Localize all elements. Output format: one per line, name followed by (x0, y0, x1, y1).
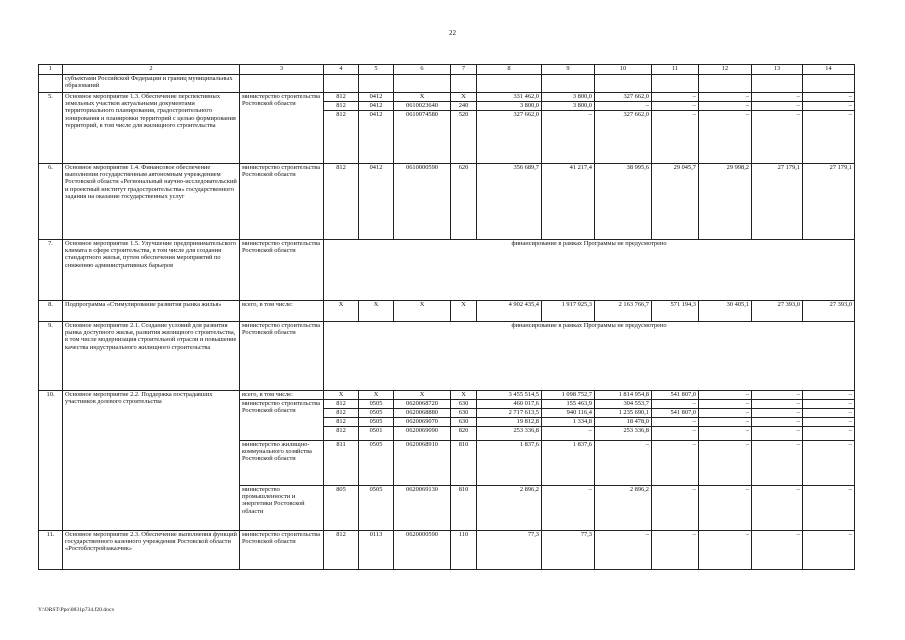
value-cell: 541 807,0 (652, 409, 699, 418)
value-cell: – (542, 427, 595, 441)
value-cell: – (752, 441, 803, 486)
value-cell: 0620000590 (394, 531, 451, 570)
value-cell: 811 (324, 441, 359, 486)
value-cell: 812 (324, 102, 359, 111)
value-cell: 327 662,0 (595, 93, 652, 102)
financing-note: финансирование в рамках Программы не предусмотрено (324, 322, 855, 391)
value-cell: 2 163 766,7 (595, 301, 652, 322)
measure-name: Основное мероприятие 1.4. Финансовое обеспечение выполнения государственным автономным учреждением Ростовской области «Региональный научно-исследовательский и проектный институт градостроительства» государственного задания на оказание государственных услуг (63, 164, 240, 240)
column-number-header: 10 (595, 65, 652, 75)
value-cell: 0620069070 (394, 418, 451, 427)
value-cell: – (652, 93, 699, 102)
value-cell: 77,3 (477, 531, 542, 570)
row-number: 6. (39, 164, 63, 240)
value-cell: 1 837,6 (477, 441, 542, 486)
value-cell: 77,3 (542, 531, 595, 570)
value-cell: 0505 (359, 418, 394, 427)
value-cell: – (752, 418, 803, 427)
value-cell: – (542, 486, 595, 531)
value-cell: 1 334,8 (542, 418, 595, 427)
value-cell: Х (324, 301, 359, 322)
value-cell: 940 116,4 (542, 409, 595, 418)
value-cell: 3 455 514,5 (477, 391, 542, 400)
value-cell: 812 (324, 164, 359, 240)
executor: всего, в том числе: (240, 391, 324, 400)
value-cell: – (752, 486, 803, 531)
table-cell (803, 75, 855, 93)
value-cell: 812 (324, 427, 359, 441)
value-cell: – (803, 418, 855, 427)
value-cell: – (803, 93, 855, 102)
value-cell: – (595, 531, 652, 570)
value-cell: 4 902 435,4 (477, 301, 542, 322)
value-cell: 460 017,6 (477, 400, 542, 409)
value-cell: – (803, 111, 855, 164)
value-cell: 805 (324, 486, 359, 531)
value-cell: 0610074580 (394, 111, 451, 164)
value-cell: Х (394, 93, 451, 102)
executor: министерство жилищно-коммунального хозяйства Ростовской области (240, 441, 324, 486)
executor: министерство строительства Ростовской области (240, 400, 324, 441)
value-cell: – (752, 400, 803, 409)
executor: министерство строительства Ростовской области (240, 164, 324, 240)
column-number-header: 13 (752, 65, 803, 75)
table-row (39, 75, 855, 93)
value-cell: – (803, 400, 855, 409)
table-cell (477, 75, 542, 93)
column-number-header: 11 (652, 65, 699, 75)
value-cell: 0505 (359, 486, 394, 531)
value-cell: 3 800,0 (477, 102, 542, 111)
value-cell: – (803, 391, 855, 400)
file-path-footer: Y:\ORST\Ppo\0831p734.f20.docx (38, 607, 115, 613)
value-cell: 0501 (359, 427, 394, 441)
row-number (39, 75, 63, 93)
value-cell: – (803, 102, 855, 111)
row-number: 10. (39, 391, 63, 531)
value-cell: 331 462,0 (477, 93, 542, 102)
value-cell: – (652, 102, 699, 111)
table-row (39, 391, 855, 400)
value-cell: 630 (451, 418, 477, 427)
value-cell: 0505 (359, 409, 394, 418)
value-cell: 29 998,2 (699, 164, 752, 240)
table-cell (542, 75, 595, 93)
value-cell: – (803, 427, 855, 441)
value-cell: – (652, 111, 699, 164)
row-number: 5. (39, 93, 63, 164)
value-cell: 812 (324, 418, 359, 427)
value-cell: – (652, 400, 699, 409)
value-cell: – (652, 427, 699, 441)
value-cell: – (652, 531, 699, 570)
value-cell: – (699, 418, 752, 427)
table-cell (240, 75, 324, 93)
value-cell: 18 478,0 (595, 418, 652, 427)
value-cell: Х (394, 391, 451, 400)
column-number-header: 5 (359, 65, 394, 75)
table-cell (394, 75, 451, 93)
value-cell: 810 (451, 486, 477, 531)
value-cell: 19 812,8 (477, 418, 542, 427)
value-cell: 110 (451, 531, 477, 570)
value-cell: – (699, 391, 752, 400)
value-cell: 27 179,1 (803, 164, 855, 240)
value-cell: 0620069130 (394, 486, 451, 531)
table-cell (752, 75, 803, 93)
column-number-header: 4 (324, 65, 359, 75)
value-cell: 30 405,1 (699, 301, 752, 322)
value-cell: 0412 (359, 93, 394, 102)
header-row (39, 65, 855, 75)
executor: министерство строительства Ростовской области (240, 240, 324, 301)
column-number-header: 7 (451, 65, 477, 75)
table-cell (699, 75, 752, 93)
value-cell: 240 (451, 102, 477, 111)
column-number-header: 3 (240, 65, 324, 75)
value-cell: 253 336,8 (595, 427, 652, 441)
value-cell: 2 896,2 (477, 486, 542, 531)
value-cell: – (752, 391, 803, 400)
value-cell: 1 837,6 (542, 441, 595, 486)
value-cell: – (699, 427, 752, 441)
value-cell: 630 (451, 400, 477, 409)
value-cell: – (699, 111, 752, 164)
financing-note: финансирование в рамках Программы не предусмотрено (324, 240, 855, 301)
value-cell: 520 (451, 111, 477, 164)
value-cell: – (699, 409, 752, 418)
value-cell: 27 393,0 (752, 301, 803, 322)
table-cell (652, 75, 699, 93)
value-cell: 0620068910 (394, 441, 451, 486)
table-cell (451, 75, 477, 93)
measure-name: Основное мероприятие 2.1. Создание условий для развития рынка доступного жилья, развития жилищного строительства, в том числе модернизация строительной отрасли и повышение качества индустриального жилищного строительства (63, 322, 240, 391)
value-cell: 1 917 925,3 (542, 301, 595, 322)
value-cell: 0412 (359, 164, 394, 240)
value-cell: – (652, 441, 699, 486)
value-cell: 0610000590 (394, 164, 451, 240)
value-cell: – (699, 102, 752, 111)
measure-name: Основное мероприятие 2.2. Поддержка пострадавших участников долевого строительства (63, 391, 240, 531)
value-cell: 1 098 752,7 (542, 391, 595, 400)
measure-name: Основное мероприятие 2.3. Обеспечение выполнения функций государственного казенного учреждения Ростовской области «Ростоблстройзаказчик» (63, 531, 240, 570)
value-cell: – (803, 409, 855, 418)
column-number-header: 12 (699, 65, 752, 75)
column-number-header: 8 (477, 65, 542, 75)
value-cell: Х (324, 391, 359, 400)
value-cell: – (752, 93, 803, 102)
table-row (39, 322, 855, 391)
value-cell: – (699, 93, 752, 102)
executor: министерство промышленности и энергетики Ростовской области (240, 486, 324, 531)
value-cell: – (803, 486, 855, 531)
value-cell: 812 (324, 111, 359, 164)
value-cell: 27 393,0 (803, 301, 855, 322)
value-cell: 253 336,8 (477, 427, 542, 441)
table-row (39, 164, 855, 240)
value-cell: 3 800,0 (542, 102, 595, 111)
table-row (39, 93, 855, 102)
value-cell: 0620068880 (394, 409, 451, 418)
measure-name: субъектами Российской Федерации и границ муниципальных образований (63, 75, 240, 93)
value-cell: 812 (324, 93, 359, 102)
value-cell: 541 807,0 (652, 391, 699, 400)
table-cell (359, 75, 394, 93)
row-number: 7. (39, 240, 63, 301)
value-cell: – (595, 441, 652, 486)
value-cell: 0412 (359, 111, 394, 164)
value-cell: 0620069090 (394, 427, 451, 441)
value-cell: 812 (324, 409, 359, 418)
value-cell: – (652, 486, 699, 531)
value-cell: Х (359, 301, 394, 322)
value-cell: – (803, 441, 855, 486)
value-cell: 630 (451, 409, 477, 418)
value-cell: 571 194,3 (652, 301, 699, 322)
column-number-header: 1 (39, 65, 63, 75)
value-cell: 3 800,0 (542, 93, 595, 102)
value-cell: 620 (451, 164, 477, 240)
value-cell: Х (451, 93, 477, 102)
table-row (39, 301, 855, 322)
page-number: 22 (449, 29, 456, 37)
value-cell: – (803, 531, 855, 570)
value-cell: 27 179,1 (752, 164, 803, 240)
value-cell: 304 553,7 (595, 400, 652, 409)
table-cell (324, 75, 359, 93)
measure-name: Основное мероприятие 1.5. Улучшение предпринимательского климата в сфере строительства, в том числе для создания стандартного жилья, путем обеспечения мероприятий по снижению административных барьеров (63, 240, 240, 301)
value-cell: 812 (324, 400, 359, 409)
value-cell: 2 717 613,5 (477, 409, 542, 418)
value-cell: Х (394, 301, 451, 322)
value-cell: 810 (451, 441, 477, 486)
value-cell: 812 (324, 531, 359, 570)
executor: министерство строительства Ростовской области (240, 531, 324, 570)
column-number-header: 14 (803, 65, 855, 75)
value-cell: – (752, 102, 803, 111)
value-cell: – (699, 486, 752, 531)
value-cell: Х (451, 301, 477, 322)
value-cell: – (595, 102, 652, 111)
value-cell: 820 (451, 427, 477, 441)
row-number: 8. (39, 301, 63, 322)
value-cell: – (699, 400, 752, 409)
column-number-header: 9 (542, 65, 595, 75)
value-cell: 0620068720 (394, 400, 451, 409)
value-cell: 0113 (359, 531, 394, 570)
value-cell: 327 662,0 (595, 111, 652, 164)
value-cell: – (752, 111, 803, 164)
value-cell: – (752, 409, 803, 418)
column-number-header: 6 (394, 65, 451, 75)
value-cell: 0610023640 (394, 102, 451, 111)
table-row (39, 240, 855, 301)
value-cell: 38 995,6 (595, 164, 652, 240)
measure-name: Основное мероприятие 1.3. Обеспечение перспективных земельных участков актуальными документами территориального планирования, градостроительного зонирования и планировки территорий с целью формирования территорий, в том числе для жилищного строительства (63, 93, 240, 164)
value-cell: – (699, 531, 752, 570)
value-cell: – (699, 441, 752, 486)
executor: всего, в том числе: (240, 301, 324, 322)
value-cell: 1 814 954,8 (595, 391, 652, 400)
value-cell: 1 235 690,1 (595, 409, 652, 418)
table-row (39, 531, 855, 570)
value-cell: 29 045,7 (652, 164, 699, 240)
value-cell: Х (359, 391, 394, 400)
value-cell: 2 896,2 (595, 486, 652, 531)
value-cell: 327 662,0 (477, 111, 542, 164)
value-cell: 155 463,9 (542, 400, 595, 409)
program-table (38, 64, 855, 570)
executor: министерство строительства Ростовской области (240, 93, 324, 164)
value-cell: – (752, 427, 803, 441)
value-cell: – (542, 111, 595, 164)
value-cell: 0412 (359, 102, 394, 111)
value-cell: – (652, 418, 699, 427)
measure-name: Подпрограмма «Стимулирование развития рынка жилья» (63, 301, 240, 322)
value-cell: Х (451, 391, 477, 400)
value-cell: 0505 (359, 441, 394, 486)
executor: министерство строительства Ростовской области (240, 322, 324, 391)
column-number-header: 2 (63, 65, 240, 75)
table-cell (595, 75, 652, 93)
value-cell: 356 689,7 (477, 164, 542, 240)
value-cell: 41 217,4 (542, 164, 595, 240)
row-number: 9. (39, 322, 63, 391)
row-number: 11. (39, 531, 63, 570)
value-cell: – (752, 531, 803, 570)
value-cell: 0505 (359, 400, 394, 409)
